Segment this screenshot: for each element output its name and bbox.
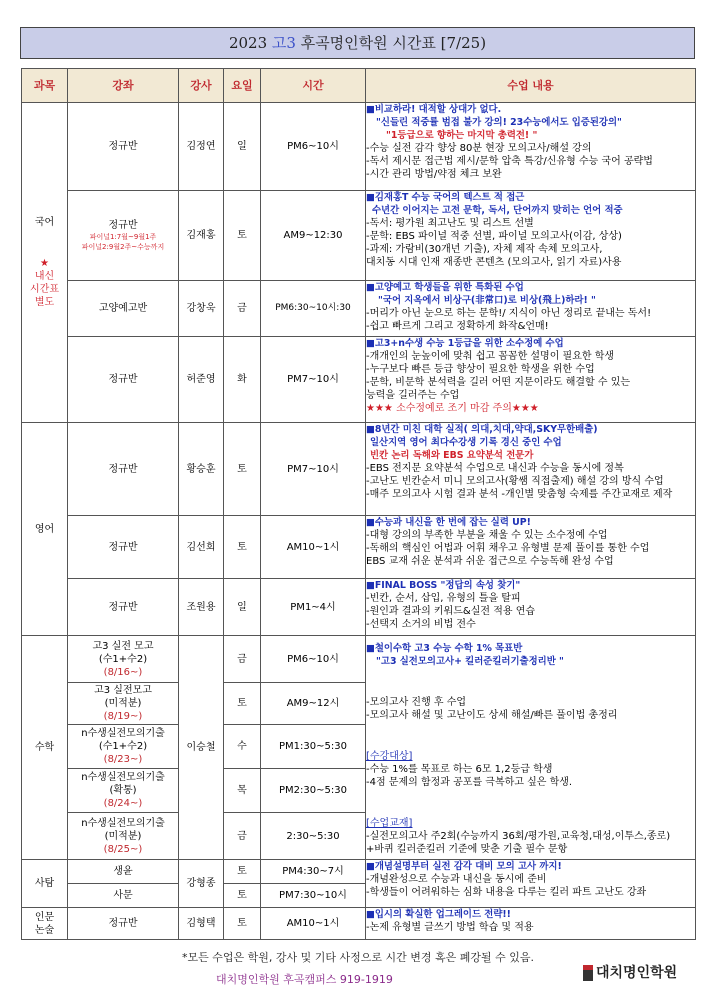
star-icon: ★ bbox=[40, 258, 49, 269]
content-cell bbox=[366, 579, 696, 636]
day-cell: 금 bbox=[224, 636, 261, 683]
day-cell: 토 bbox=[224, 191, 261, 281]
content-line: -개념완성으로 수능과 내신을 동시에 준비 bbox=[366, 874, 547, 885]
time-cell: PM6~10시 bbox=[261, 636, 366, 683]
time-cell: PM2:30~5:30 bbox=[261, 769, 366, 813]
content-line: "국어 지옥에서 비상구(非常口)로 비상(飛上)하라! " bbox=[378, 295, 596, 306]
course-cell: 사문 bbox=[68, 884, 179, 908]
table-row bbox=[22, 636, 696, 683]
teacher-cell: 조원용 bbox=[179, 579, 224, 636]
header-subject: 과목 bbox=[22, 69, 68, 103]
title-year: 2023 bbox=[228, 34, 272, 52]
content-heading: ■입시의 확실한 업그레이드 전략!! bbox=[366, 909, 511, 920]
teacher-cell: 김재홍 bbox=[179, 191, 224, 281]
course-cell: 정규반 bbox=[68, 516, 179, 579]
content-line: -쉽고 빠르게 그리고 정확하게 화작&언매! bbox=[366, 321, 549, 332]
header-time: 시간 bbox=[261, 69, 366, 103]
day-cell: 토 bbox=[224, 683, 261, 725]
table-row bbox=[22, 860, 696, 884]
footer-notice: *모든 수업은 학원, 강사 및 기타 사정으로 시간 변경 혹은 폐강될 수 있음. bbox=[182, 951, 534, 964]
content-line: -실전모의고사 주2회(수능까지 36회/평가원,교육청,대성,이투스,종로) bbox=[366, 831, 671, 842]
header-day: 요일 bbox=[224, 69, 261, 103]
footer-contact: 대치명인학원 후곡캠퍼스 919-1919 bbox=[216, 973, 393, 986]
course-cell: 정규반 bbox=[68, 103, 179, 191]
content-heading: ■비교하라! 대적할 상대가 없다. bbox=[366, 104, 502, 115]
day-cell: 토 bbox=[224, 908, 261, 940]
time-cell: AM10~1시 bbox=[261, 516, 366, 579]
content-heading: ■개념설명부터 실전 감각 대비 모의 고사 까지! bbox=[366, 861, 562, 872]
content-line: -시간 관리 방법/약점 체크 보완 bbox=[366, 169, 502, 180]
content-cell bbox=[366, 281, 696, 337]
teacher-cell: 황승훈 bbox=[179, 423, 224, 516]
course-date: (8/23~) bbox=[103, 754, 143, 765]
content-heading: ■김재홍T 수능 국어의 텍스트 적 접근 bbox=[366, 192, 525, 203]
content-cell bbox=[366, 103, 696, 191]
time-cell: PM7:30~10시 bbox=[261, 884, 366, 908]
content-line: -고난도 빈칸순서 미니 모의고사(황쌤 직접출제) 해설 강의 방식 수업 bbox=[366, 476, 664, 487]
teacher-cell: 강창욱 bbox=[179, 281, 224, 337]
content-cell bbox=[366, 423, 696, 516]
day-cell: 금 bbox=[224, 813, 261, 860]
subject-humanities: 인문 논술 bbox=[22, 908, 68, 940]
header-content: 수업 내용 bbox=[366, 69, 696, 103]
course-cell: 정규반 bbox=[68, 337, 179, 423]
course-cell bbox=[68, 813, 179, 860]
content-cell bbox=[366, 191, 696, 281]
course-date: (8/16~) bbox=[103, 666, 143, 678]
content-line: -모의고사 해설 및 고난이도 상세 해설/빠른 풀이법 총정리 bbox=[366, 710, 618, 721]
teacher-cell: 김정연 bbox=[179, 103, 224, 191]
academy-logo bbox=[583, 962, 677, 982]
day-cell: 토 bbox=[224, 423, 261, 516]
content-line: -모의고사 진행 후 수업 bbox=[366, 697, 467, 708]
subject-korean bbox=[22, 103, 68, 423]
content-line: -매주 모의고사 시험 결과 분석 -개인별 맞춤형 숙제를 주간교재로 제작 bbox=[366, 489, 673, 500]
day-cell: 목 bbox=[224, 769, 261, 813]
course-cell: 정규반 bbox=[68, 579, 179, 636]
logo-text: 대치명인학원 bbox=[596, 965, 678, 981]
content-cell bbox=[366, 636, 696, 860]
content-heading: ■8년간 미친 대학 실적( 의대,치대,약대,SKY무한배출) bbox=[366, 424, 598, 435]
content-heading: ■철이수학 고3 수능 수학 1% 목표반 bbox=[366, 643, 523, 654]
course-date: (8/24~) bbox=[103, 798, 143, 809]
content-cell bbox=[366, 516, 696, 579]
subject-english: 영어 bbox=[22, 423, 68, 636]
content-line: -누구보다 빠른 등급 향상이 필요한 학생을 위한 수업 bbox=[366, 364, 595, 375]
day-cell: 수 bbox=[224, 725, 261, 769]
teacher-cell: 김선희 bbox=[179, 516, 224, 579]
course-cell bbox=[68, 636, 179, 683]
time-cell: PM1~4시 bbox=[261, 579, 366, 636]
time-cell: PM6~10시 bbox=[261, 103, 366, 191]
content-cell bbox=[366, 337, 696, 423]
content-line: -독서 제시문 접근법 제시/문학 압축 특강/신유형 수능 국어 공략법 bbox=[366, 156, 653, 167]
table-row bbox=[22, 103, 696, 191]
day-cell: 토 bbox=[224, 516, 261, 579]
course-cell bbox=[68, 725, 179, 769]
content-line: -4점 문제의 함정과 공포를 극복하고 싶은 학생. bbox=[366, 777, 573, 788]
day-cell: 토 bbox=[224, 884, 261, 908]
content-line: ★★★ 소수정예로 조기 마감 주의★★★ bbox=[366, 403, 539, 414]
course-label: (확통) bbox=[109, 785, 137, 796]
course-date: (8/25~) bbox=[103, 843, 143, 855]
content-line: [수강대상] bbox=[366, 751, 413, 762]
content-line: -과제: 가람비(30개년 기출), 자체 제작 속체 모의고사, bbox=[366, 244, 603, 255]
content-line: -대형 강의의 부족한 부분을 채울 수 있는 소수정예 수업 bbox=[366, 530, 608, 541]
schedule-table bbox=[21, 68, 696, 940]
time-cell: AM9~12시 bbox=[261, 683, 366, 725]
korean-note: 내신 시간표 별도 bbox=[30, 271, 59, 308]
header-course: 강좌 bbox=[68, 69, 179, 103]
course-label: (수1+수2) bbox=[98, 653, 148, 665]
time-cell: PM7~10시 bbox=[261, 423, 366, 516]
day-cell: 금 bbox=[224, 281, 261, 337]
course-label: 고3 실전모고 bbox=[94, 685, 152, 696]
teacher-cell: 강형종 bbox=[179, 860, 224, 908]
content-cell bbox=[366, 908, 696, 940]
time-cell: AM10~1시 bbox=[261, 908, 366, 940]
content-line: -논제 유형별 글쓰기 방법 학습 및 적용 bbox=[366, 922, 534, 933]
content-line: "1등급으로 향하는 마지막 총력전! " bbox=[386, 130, 538, 141]
course-label: n수생실전모의기출 bbox=[81, 772, 165, 783]
content-line: 빈칸 논리 독해와 EBS 요약분석 전문가 bbox=[370, 450, 534, 461]
subject-math: 수학 bbox=[22, 636, 68, 860]
course-label: 고3 실전 모고 bbox=[92, 640, 154, 652]
time-cell: AM9~12:30 bbox=[261, 191, 366, 281]
course-label: (미적분) bbox=[104, 698, 142, 709]
teacher-cell: 김형택 bbox=[179, 908, 224, 940]
title-rest: 후곡명인학원 시간표 [7/25) bbox=[295, 34, 487, 52]
time-cell: PM1:30~5:30 bbox=[261, 725, 366, 769]
content-line: -독해의 핵심인 어법과 어휘 채우고 유형별 문제 풀이를 통한 수업 bbox=[366, 543, 650, 554]
day-cell: 일 bbox=[224, 579, 261, 636]
course-cell: 생윤 bbox=[68, 860, 179, 884]
content-line: 능력을 길러주는 수업 bbox=[366, 390, 460, 401]
content-line: -수능 실전 감각 향상 80분 현장 모의고사/해설 강의 bbox=[366, 143, 592, 154]
content-line: -독서: 평가원 최고난도 및 리스트 선별 bbox=[366, 218, 534, 229]
content-line: -선택지 소거의 비법 전수 bbox=[366, 619, 476, 630]
course-cell: 정규반 bbox=[68, 908, 179, 940]
teacher-cell: 이승철 bbox=[179, 636, 224, 860]
course-cell bbox=[68, 191, 179, 281]
content-line: -EBS 전지문 요약분석 수업으로 내신과 수능을 동시에 정복 bbox=[366, 463, 624, 474]
content-line: -원인과 결과의 키워드&실전 적용 연습 bbox=[366, 606, 536, 617]
header-teacher: 강사 bbox=[179, 69, 224, 103]
course-label: (수1+수2) bbox=[98, 741, 148, 752]
table-row bbox=[22, 516, 696, 579]
table-row bbox=[22, 579, 696, 636]
time-cell: 2:30~5:30 bbox=[261, 813, 366, 860]
course-date: (8/19~) bbox=[103, 711, 143, 722]
title-grade: 고3 bbox=[271, 34, 296, 52]
content-line: -학생들이 어려워하는 심화 내용을 다루는 킬러 파트 고난도 강좌 bbox=[366, 887, 647, 898]
course-label: n수생실전모의기출 bbox=[81, 817, 165, 829]
course-cell: 정규반 bbox=[68, 423, 179, 516]
content-line: -개개인의 눈높이에 맞춰 쉽고 꼼꼼한 설명이 필요한 학생 bbox=[366, 351, 615, 362]
content-line: -수능 1%를 목표로 하는 6모 1,2등급 학생 bbox=[366, 764, 553, 775]
course-label: (미적분) bbox=[104, 830, 142, 842]
course-label: 정규반 bbox=[108, 220, 138, 231]
page-title bbox=[20, 27, 695, 59]
day-cell: 토 bbox=[224, 860, 261, 884]
content-line: [수업교재] bbox=[366, 818, 413, 829]
content-line: -빈칸, 순서, 삽입, 유형의 틀을 탈피 bbox=[366, 593, 521, 604]
subject-social: 사탐 bbox=[22, 860, 68, 908]
subject-korean-label: 국어 bbox=[34, 217, 55, 228]
teacher-cell: 허준영 bbox=[179, 337, 224, 423]
content-heading: ■FINAL BOSS "정답의 속성 찾기" bbox=[366, 580, 521, 591]
content-cell bbox=[366, 860, 696, 908]
content-line: -문학: EBS 파이널 적중 선별, 파이널 모의고사(이감, 상상) bbox=[366, 231, 622, 242]
content-line: "신들린 적중률 범접 불가 강의! 23수능에서도 입증된강의" bbox=[376, 117, 622, 128]
content-line: -문학, 비문학 분석력을 길러 어떤 지문이라도 해결할 수 있는 bbox=[366, 377, 631, 388]
content-line: "고3 실전모의고사+ 킬러준킬러기출정리반 " bbox=[376, 656, 564, 667]
course-cell bbox=[68, 769, 179, 813]
content-line: -머리가 아닌 눈으로 하는 문학!/ 지식이 아닌 정리로 끝내는 독서! bbox=[366, 308, 652, 319]
course-note: 파이널2:9월2주~수능까지 bbox=[81, 243, 165, 251]
content-line: +바퀴 킬러준킬러 기준에 맞춘 기출 필수 문항 bbox=[366, 844, 568, 855]
content-line: 대치동 시대 인재 재종반 콘텐츠 (모의고사, 읽기 자료)사용 bbox=[366, 257, 622, 268]
course-cell: 고양예고반 bbox=[68, 281, 179, 337]
header-row bbox=[22, 69, 696, 103]
day-cell: 일 bbox=[224, 103, 261, 191]
day-cell: 화 bbox=[224, 337, 261, 423]
content-line: EBS 교재 쉬운 분석과 쉬운 접근으로 수능독해 완성 수업 bbox=[366, 556, 614, 567]
table-row bbox=[22, 423, 696, 516]
content-line: 수년간 이어지는 고전 문학, 독서, 단어까지 맞히는 언어 적중 bbox=[372, 205, 623, 216]
table-row bbox=[22, 908, 696, 940]
course-label: n수생실전모의기출 bbox=[81, 728, 165, 739]
content-heading: ■고3+n수생 수능 1등급을 위한 소수정예 수업 bbox=[366, 338, 564, 349]
content-line: 일산지역 영어 최다수강생 기록 경신 중인 수업 bbox=[370, 437, 562, 448]
table-row bbox=[22, 191, 696, 281]
content-heading: ■수능과 내신을 한 번에 잡는 실력 UP! bbox=[366, 517, 531, 528]
course-note: 파이널1:7월~9월1주 bbox=[89, 233, 157, 241]
time-cell: PM7~10시 bbox=[261, 337, 366, 423]
time-cell: PM4:30~7시 bbox=[261, 860, 366, 884]
time-cell: PM6:30~10시:30 bbox=[261, 281, 366, 337]
logo-icon bbox=[583, 965, 593, 981]
table-row bbox=[22, 337, 696, 423]
content-heading: ■고양예고 학생들을 위한 특화된 수업 bbox=[366, 282, 524, 293]
course-cell bbox=[68, 683, 179, 725]
table-row bbox=[22, 281, 696, 337]
